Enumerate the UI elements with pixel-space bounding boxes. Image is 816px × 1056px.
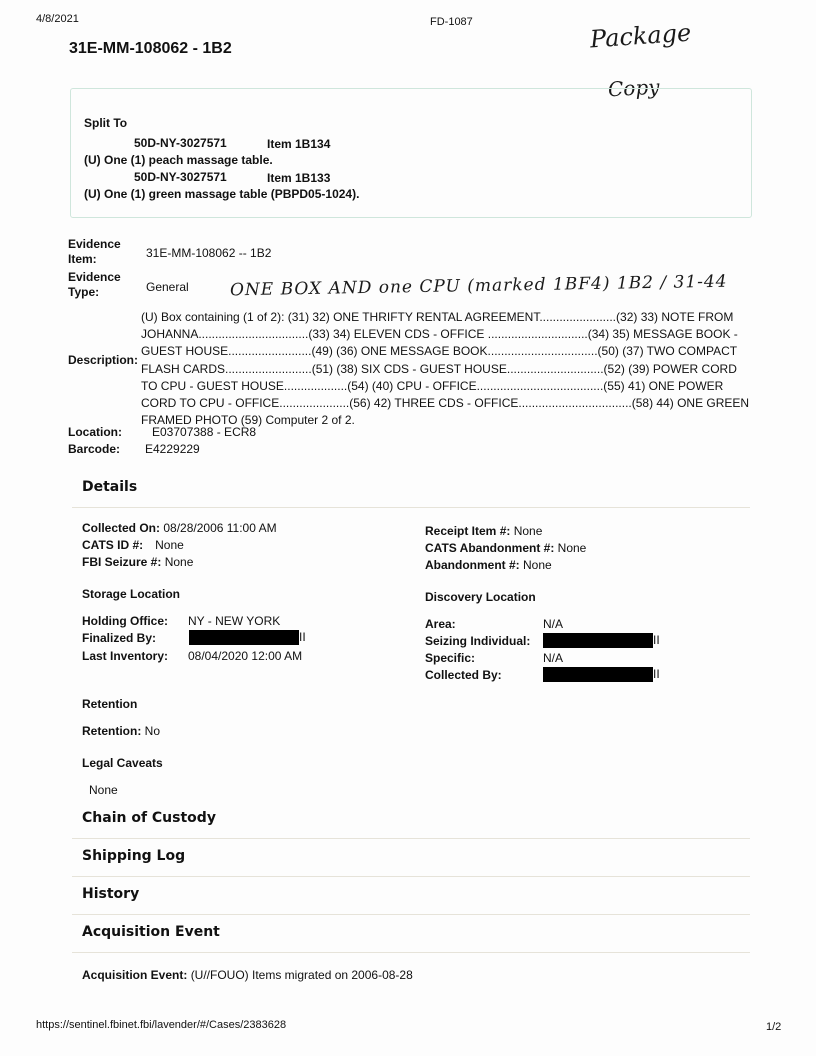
receipt-item: Receipt Item #: None — [425, 524, 543, 538]
seizing-individual-label: Seizing Individual: — [425, 634, 531, 648]
evidence-type-label: Evidence Type: — [68, 270, 121, 299]
specific-label: Specific: — [425, 651, 476, 665]
last-inventory-value: 08/04/2020 12:00 AM — [188, 649, 303, 663]
cats-id: CATS ID #: None — [82, 538, 184, 552]
last-inventory-label: Last Inventory: — [82, 649, 169, 663]
divider — [72, 914, 750, 915]
area-label: Area: — [425, 617, 456, 631]
legal-caveats-heading: Legal Caveats — [82, 756, 163, 770]
holding-office-value: NY - NEW YORK — [188, 614, 281, 628]
split-heading: Split To — [84, 116, 128, 130]
evidence-item-value: 31E-MM-108062 -- 1B2 — [146, 246, 272, 260]
handwritten-note-package: Package — [589, 18, 693, 54]
divider — [72, 876, 750, 877]
split-item-number: Item 1B133 — [267, 171, 331, 185]
divider — [72, 952, 750, 953]
discovery-location-heading: Discovery Location — [425, 590, 536, 604]
storage-location-heading: Storage Location — [82, 587, 181, 601]
details-heading: Details — [82, 479, 138, 495]
specific-value: N/A — [543, 651, 564, 665]
evidence-type-value: General — [146, 280, 189, 294]
evidence-item-label: Evidence Item: — [68, 237, 121, 266]
divider — [72, 507, 750, 508]
fbi-seizure: FBI Seizure #: None — [82, 555, 194, 569]
collected-by-redacted: II — [543, 667, 660, 682]
chain-of-custody-heading: Chain of Custody — [82, 810, 216, 826]
location-value: E03707388 - ECR8 — [152, 425, 257, 439]
barcode-value: E4229229 — [145, 442, 200, 456]
description-label: Description: — [68, 353, 139, 367]
divider — [72, 838, 750, 839]
holding-office-label: Holding Office: — [82, 614, 168, 628]
handwritten-evidence-type: ONE BOX AND one CPU (marked 1BF4) 1B2 / 31-44 — [229, 271, 728, 301]
split-item-desc: (U) One (1) green massage table (PBPD05-1024). — [84, 187, 360, 201]
print-date: 4/8/2021 — [36, 13, 79, 25]
finalized-by-redacted: II — [189, 630, 306, 645]
split-item-desc: (U) One (1) peach massage table. — [84, 153, 273, 167]
shipping-log-heading: Shipping Log — [82, 848, 186, 864]
area-value: N/A — [543, 617, 564, 631]
legal-caveats-value: None — [89, 783, 118, 797]
split-item-number: Item 1B134 — [267, 137, 331, 151]
acquisition-event: Acquisition Event: (U//FOUO) Items migrated on 2006-08-28 — [82, 968, 413, 982]
seizing-individual-redacted: II — [543, 633, 660, 648]
description-text: (U) Box containing (1 of 2): (31) 32) ONE THRIFTY RENTAL AGREEMENT.......................(32) 33) NOTE FROM JOHANNA.................................(33) 34) ELEVEN CDS - OFFICE ..............................(34) 35) MESSAGE BOOK - GUEST HOUSE.........................(49) (36) ONE MESSAGE BOOK.................................(50) (37) TWO COMPACT FLASH CARDS..........................(51) (38) SIX CDS - GUEST HOUSE.............................(52) (39) POWER CORD TO CPU - GUEST HOUSE...................(54) (40) CPU - OFFICE......................................(55) 41) ONE POWER CORD TO CPU - OFFICE.....................(56) 42) THREE CDS - OFFICE..................................(58) 44) ONE GREEN FRAMED PHOTO (59) Computer 2 of 2. — [141, 310, 750, 428]
retention-heading: Retention — [82, 697, 138, 711]
history-heading: History — [82, 886, 140, 902]
form-number: FD-1087 — [430, 16, 473, 28]
split-item-case: 50D-NY-3027571 — [134, 170, 227, 184]
retention: Retention: No — [82, 724, 161, 738]
case-title: 31E-MM-108062 - 1B2 — [69, 40, 232, 57]
barcode-label: Barcode: — [68, 442, 121, 456]
acquisition-event-heading: Acquisition Event — [82, 924, 220, 940]
location-label: Location: — [68, 425, 122, 439]
page-number: 1/2 — [766, 1021, 782, 1033]
cats-abandonment: CATS Abandonment #: None — [425, 541, 587, 555]
footer-url: https://sentinel.fbinet.fbi/lavender/#/Cases/2383628 — [36, 1019, 287, 1031]
collected-by-label: Collected By: — [425, 668, 502, 682]
finalized-by-label: Finalized By: — [82, 631, 157, 645]
split-item-case: 50D-NY-3027571 — [134, 136, 227, 150]
abandonment: Abandonment #: None — [425, 558, 552, 572]
handwritten-note-copy: Copy — [607, 74, 661, 102]
collected-on: Collected On: 08/28/2006 11:00 AM — [82, 521, 277, 535]
